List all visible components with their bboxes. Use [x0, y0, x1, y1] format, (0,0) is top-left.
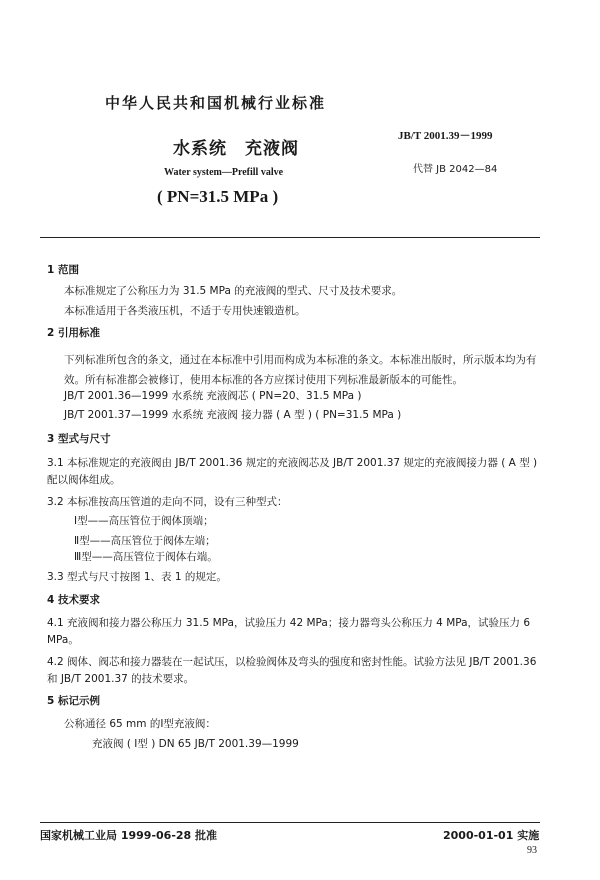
document-title-en: Water system—Prefill valve	[164, 167, 284, 178]
section-1-paragraph-2: 本标准适用于各类液压机，不适于专用快速锻造机。	[64, 305, 306, 317]
section-3-1: 3.1 本标准规定的充液阀由 JB/T 2001.36 规定的充液阀芯及 JB/T 2001.37 规定的充液阀接力器 ( A 型 ) 配以阀体组成。	[47, 457, 538, 486]
document-title-cn	[173, 134, 299, 159]
page-number: 93	[527, 845, 537, 856]
section-4-heading: 4 技术要求	[47, 594, 100, 606]
type-1-desc: Ⅰ型——高压管位于阀体顶端；	[74, 515, 214, 527]
section-2-heading: 2 引用标准	[47, 327, 100, 339]
standard-category: 中华人民共和国机械行业标准	[105, 94, 327, 112]
section-3-2: 3.2 本标准按高压管道的走向不同，设有三种型式：	[47, 496, 288, 508]
section-2-paragraph: 下列标准所包含的条文，通过在本标准中引用而构成为本标准的条文。本标准出版时，所示版本均为有效。所有标准都会被修订，使用本标准的各方应探讨使用下列标准最新版本的可能性。	[64, 354, 537, 386]
header-divider	[40, 237, 540, 238]
section-1-heading: 1 范围	[47, 264, 79, 276]
type-2-desc: Ⅱ型——高压管位于阀体左端；	[74, 535, 216, 547]
section-1-paragraph-1: 本标准规定了公称压力为 31.5 MPa 的充液阀的型式、尺寸及技术要求。	[64, 285, 403, 297]
standard-number: JB/T 2001.39－1999	[398, 130, 493, 142]
marking-example: 充液阀 ( Ⅰ型 ) DN 65 JB/T 2001.39—1999	[92, 738, 299, 750]
title-cn-part1: 水系统	[173, 139, 227, 159]
section-3-3: 3.3 型式与尺寸按图 1、表 1 的规定。	[47, 571, 227, 583]
pressure-rating: ( PN=31.5 MPa )	[157, 187, 279, 206]
reference-2: JB/T 2001.37—1999 水系统 充液阀 接力器 ( A 型 ) ( PN=31.5 MPa )	[64, 409, 402, 421]
section-4-2: 4.2 阀体、阀芯和接力器装在一起试压，以检验阀体及弯头的强度和密封性能。试验方法见 JB/T 2001.36 和 JB/T 2001.37 的技术要求。	[47, 656, 537, 685]
section-5-heading: 5 标记示例	[47, 695, 100, 707]
type-3-desc: Ⅲ型——高压管位于阀体右端。	[74, 551, 218, 563]
implementation-date: 2000-01-01 实施	[443, 829, 540, 842]
title-cn-part2: 充液阀	[245, 139, 299, 159]
section-3-heading: 3 型式与尺寸	[47, 433, 111, 445]
footer-divider	[40, 822, 540, 823]
approval-line: 国家机械工业局 1999-06-28 批准	[40, 829, 218, 842]
reference-1: JB/T 2001.36—1999 水系统 充液阀芯 ( PN=20、31.5 MPa )	[64, 390, 362, 402]
section-4-1: 4.1 充液阀和接力器公称压力 31.5 MPa，试验压力 42 MPa；接力器弯头公称压力 4 MPa，试验压力 6 MPa。	[47, 617, 531, 646]
marking-example-intro: 公称通径 65 mm 的Ⅰ型充液阀：	[64, 718, 216, 730]
replaces-standard: 代替 JB 2042—84	[413, 164, 498, 175]
